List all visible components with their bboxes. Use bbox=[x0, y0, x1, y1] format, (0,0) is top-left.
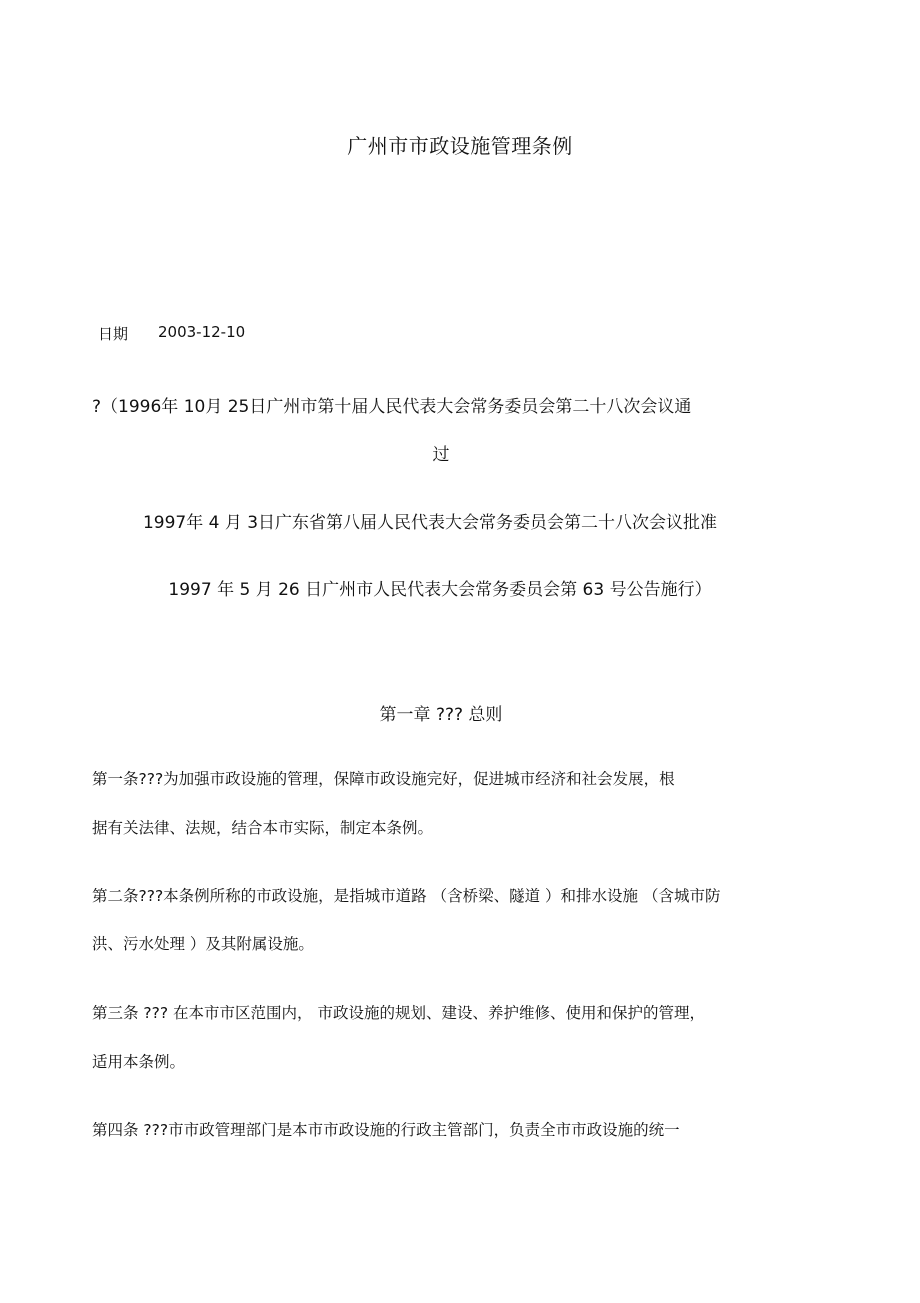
date-label: 日期 bbox=[98, 325, 129, 343]
article-1-line2: 据有关法律、法规，结合本市实际，制定本条例。 bbox=[92, 819, 434, 837]
announcement-note: 1997 年 5 月 26 日广州市人民代表大会常务委员会第 63 号公告施行） bbox=[168, 580, 712, 600]
article-4-line1: 第四条 ???市市政管理部门是本市市政设施的行政主管部门，负责全市市政设施的统一 bbox=[92, 1121, 680, 1139]
article-3-line1: 第三条 ??? 在本市市区范围内， 市政设施的规划、建设、养护维修、使用和保护的管理， bbox=[92, 1004, 705, 1022]
article-1-line1: 第一条???为加强市政设施的管理，保障市政设施完好，促进城市经济和社会发展，根 bbox=[92, 770, 675, 788]
passage-note-line2: 过 bbox=[432, 445, 450, 465]
article-2-line2: 洪、污水处理 ）及其附属设施。 bbox=[92, 935, 314, 953]
passage-note-line1: ?（1996年 10月 25日广州市第十届人民代表大会常务委员会第二十八次会议通 bbox=[92, 397, 692, 417]
chapter-heading: 第一章 ??? 总则 bbox=[379, 705, 503, 725]
document-title: 广州市市政设施管理条例 bbox=[347, 134, 573, 158]
article-2-line1: 第二条???本条例所称的市政设施，是指城市道路 （含桥梁、隧道 ）和排水设施 （含城市防 bbox=[92, 887, 721, 905]
article-3-line2: 适用本条例。 bbox=[92, 1053, 186, 1071]
date-value: 2003-12-10 bbox=[158, 323, 246, 341]
approval-note: 1997年 4 月 3日广东省第八届人民代表大会常务委员会第二十八次会议批准 bbox=[142, 513, 718, 533]
